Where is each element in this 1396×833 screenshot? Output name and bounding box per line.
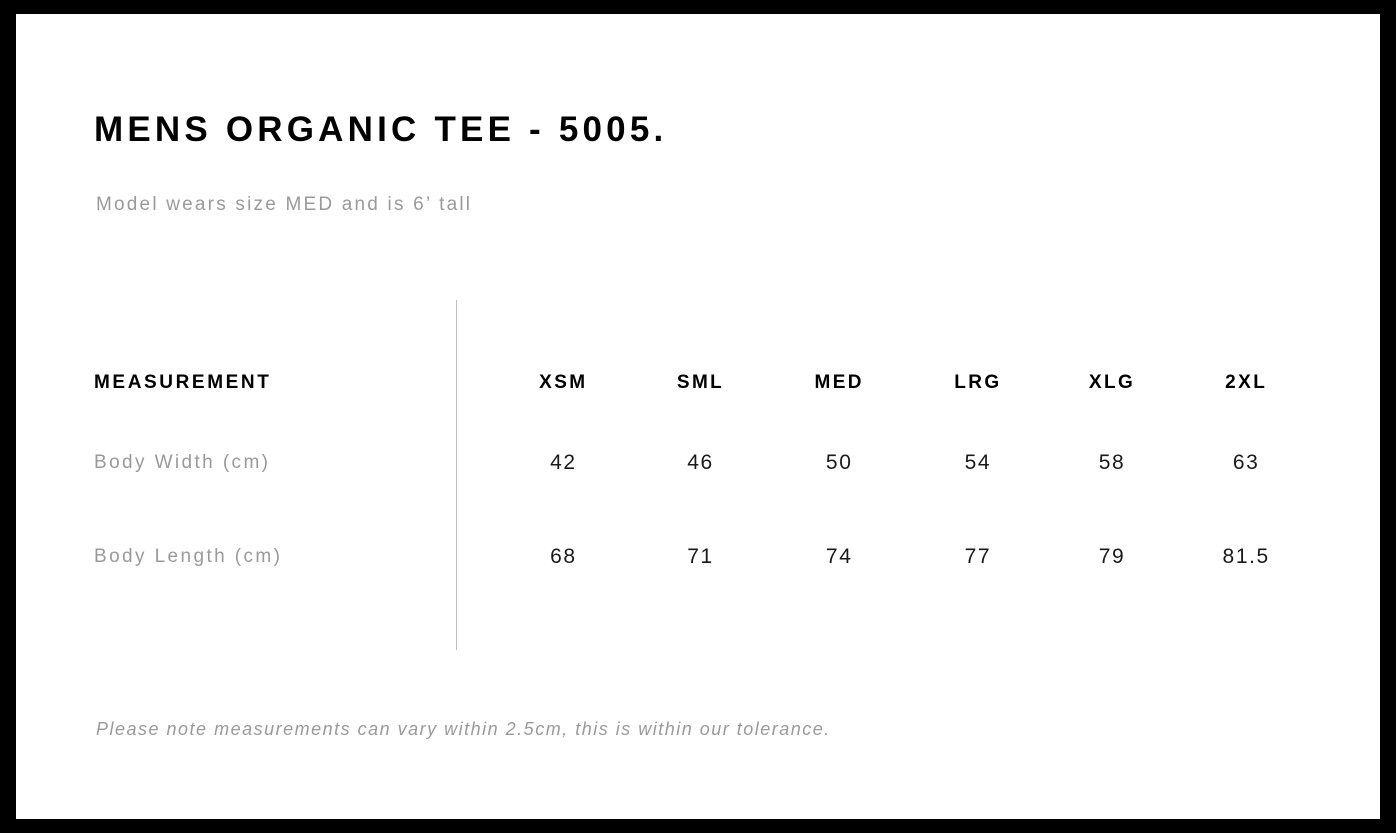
- cell-body-width-xsm: 42: [550, 451, 577, 474]
- cell-body-width-sml: 46: [687, 451, 714, 474]
- size-header-med: MED: [814, 372, 864, 393]
- size-header-2xl: 2XL: [1225, 372, 1268, 393]
- cell-body-length-xsm: 68: [550, 545, 577, 568]
- size-header-xsm: XSM: [539, 372, 588, 393]
- cell-body-length-lrg: 77: [964, 545, 992, 568]
- size-table: [94, 350, 1314, 604]
- model-note: Model wears size MED and is 6’ tall: [96, 194, 473, 215]
- table-row: [94, 510, 1314, 604]
- table-header-row: [94, 350, 1314, 416]
- cell-body-length-2xl: 81.5: [1222, 545, 1270, 568]
- cell-body-length-med: 74: [825, 545, 853, 568]
- tolerance-note: Please note measurements can vary within 2.5cm, this is within our tolerance.: [96, 719, 831, 739]
- cell-body-width-lrg: 54: [964, 451, 992, 474]
- size-header-xlg: XLG: [1088, 372, 1136, 393]
- row-label-body-width: Body Width (cm): [94, 452, 271, 473]
- cell-body-length-sml: 71: [687, 545, 714, 568]
- cell-body-length-xlg: 79: [1098, 545, 1126, 568]
- cell-body-width-xlg: 58: [1098, 451, 1126, 474]
- size-header-lrg: LRG: [954, 372, 1002, 393]
- size-chart-page: [16, 14, 1380, 819]
- cell-body-width-med: 50: [825, 451, 853, 474]
- size-header-sml: SML: [676, 372, 725, 393]
- table-row: [94, 416, 1314, 510]
- size-chart-content: [94, 14, 1320, 819]
- cell-body-width-2xl: 63: [1232, 451, 1260, 474]
- measurement-header: MEASUREMENT: [94, 372, 272, 393]
- page-title: MENS ORGANIC TEE - 5005.: [94, 110, 668, 149]
- row-label-body-length: Body Length (cm): [94, 546, 283, 567]
